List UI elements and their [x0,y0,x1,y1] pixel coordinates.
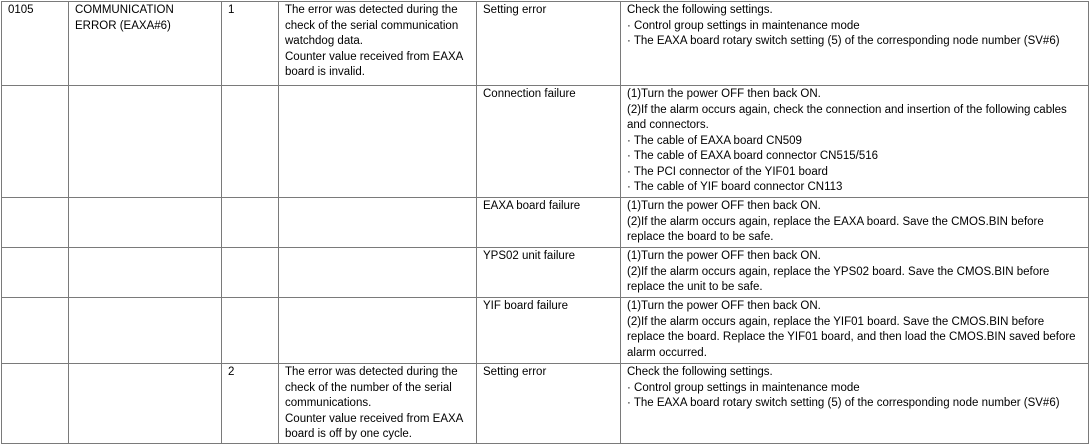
cause-cell: EAXA board failure [477,198,621,248]
alarm-name-cell [69,198,222,248]
remedy-line: Check the following settings. [627,366,773,378]
alarm-code-cell [2,298,69,364]
remedy-line: · The EAXA board rotary switch setting (5) of the corresponding node number (SV#6) [627,35,1060,47]
detail-line: Counter value received from EAXA board is off by one cycle. [285,412,463,440]
remedy-line: · The cable of YIF board connector CN113 [627,181,843,193]
remedy-line: (2)If the alarm occurs again, replace the YIF01 board. Save the CMOS.BIN before replace the board. Replace the YIF01 board, and then load the CMOS.BIN saved before alarm occurred. [627,315,1076,359]
remedy-line: · The EAXA board rotary switch setting (5) of the corresponding node number (SV#6) [627,397,1060,409]
remedy-line: · The PCI connector of the YIF01 board [627,165,828,178]
alarm-code-cell [2,198,69,248]
alarm-code-cell [2,86,69,198]
remedy-cell [621,364,1089,444]
remedy-line: (1)Turn the power OFF then back ON. [627,200,821,212]
cause-cell: Setting error [477,364,621,444]
remedy-line: · The cable of EAXA board connector CN515/516 [627,150,879,162]
detail-line: The error was detected during the check of the serial communication watchdog data. [285,4,459,47]
table-row [2,298,1089,364]
cause-cell: Setting error [477,2,621,86]
remedy-line: Check the following settings. [627,4,773,16]
remedy-cell [621,198,1089,248]
sub-code-cell [222,198,279,248]
alarm-name-cell [69,86,222,198]
remedy-line: (2)If the alarm occurs again, replace the YPS02 board. Save the CMOS.BIN before replace the unit to be safe. [627,265,1050,293]
sub-code-cell: 2 [222,364,279,444]
table-row [2,198,1089,248]
cause-cell: Connection failure [477,86,621,198]
table-row [2,248,1089,298]
detail-cell [279,86,477,198]
table-row [2,2,1089,86]
remedy-cell [621,248,1089,298]
remedy-cell [621,298,1089,364]
alarm-name-cell: COMMUNICATION ERROR (EAXA#6) [69,2,222,86]
alarm-code-cell: 0105 [2,2,69,86]
alarm-name-cell [69,298,222,364]
alarm-code-cell [2,364,69,444]
alarm-code-cell [2,248,69,298]
detail-cell [279,198,477,248]
sub-code-cell: 1 [222,2,279,86]
alarm-name-cell [69,364,222,444]
sub-code-cell [222,248,279,298]
detail-cell [279,364,477,444]
remedy-line: (2)If the alarm occurs again, replace the EAXA board. Save the CMOS.BIN before replace the board to be safe. [627,215,1044,243]
sub-code-cell [222,86,279,198]
table-row [2,364,1089,444]
remedy-line: · Control group settings in maintenance mode [627,19,860,32]
detail-line: Counter value received from EAXA board is invalid. [285,50,463,78]
remedy-cell [621,86,1089,198]
alarm-name-cell [69,248,222,298]
remedy-line: · The cable of EAXA board CN509 [627,134,802,147]
cause-cell: YPS02 unit failure [477,248,621,298]
cause-cell: YIF board failure [477,298,621,364]
detail-cell [279,248,477,298]
remedy-cell [621,2,1089,86]
remedy-line: (1)Turn the power OFF then back ON. [627,88,821,100]
remedy-line: · Control group settings in maintenance mode [627,381,860,394]
table-row [2,86,1089,198]
alarm-table [1,1,1089,444]
detail-line: The error was detected during the check of the number of the serial communications. [285,366,458,409]
remedy-line: (1)Turn the power OFF then back ON. [627,250,821,262]
remedy-line: (1)Turn the power OFF then back ON. [627,300,821,312]
detail-cell [279,2,477,86]
sub-code-cell [222,298,279,364]
detail-cell [279,298,477,364]
remedy-line: (2)If the alarm occurs again, check the connection and insertion of the following cables and connectors. [627,103,1067,131]
